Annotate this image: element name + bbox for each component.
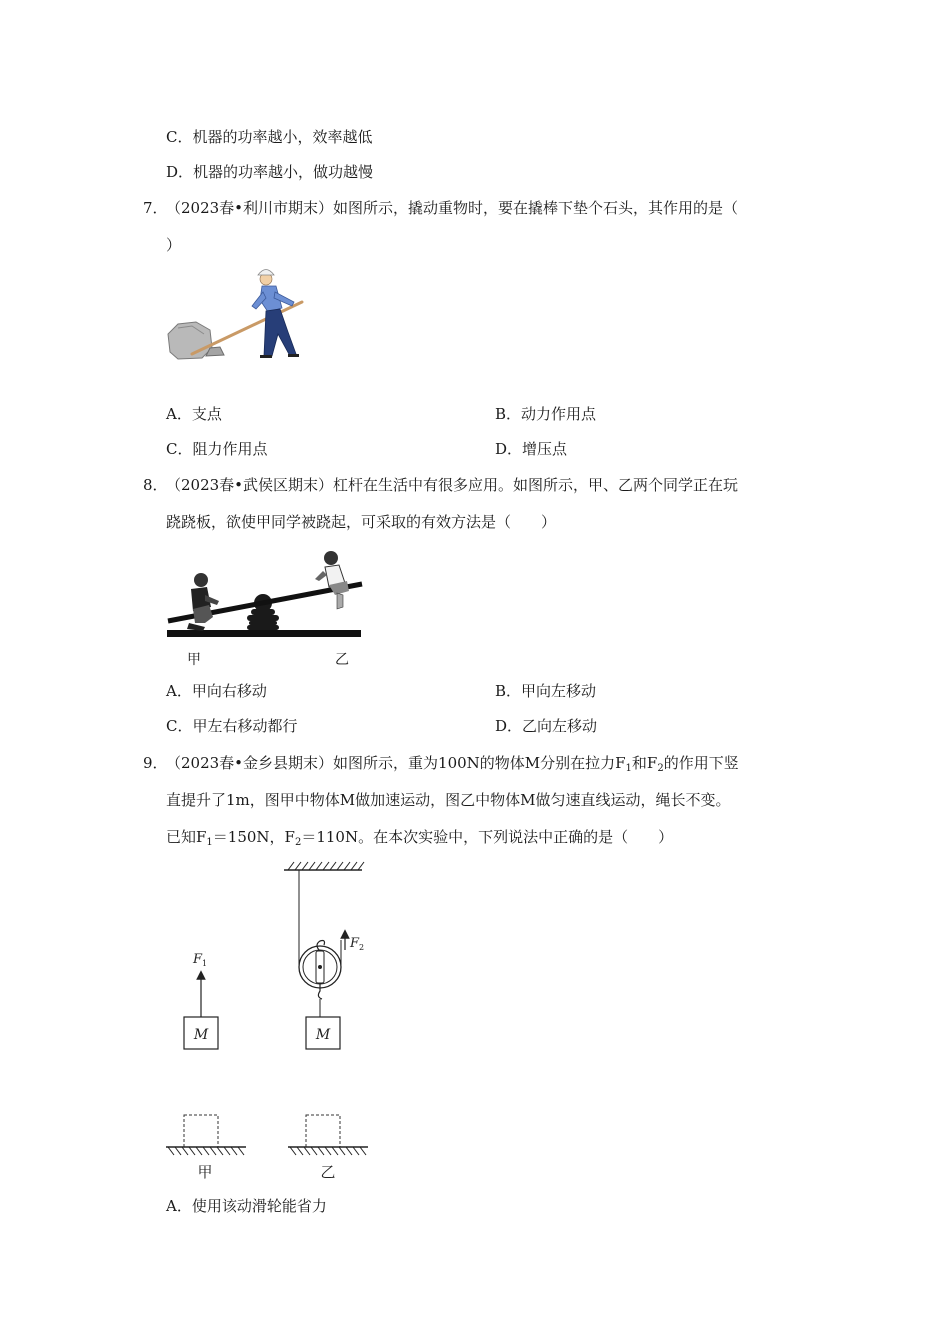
q8-seesaw-figure — [165, 543, 365, 673]
q6-option-c: C．机器的功率越小，效率越低 — [166, 128, 373, 146]
q8-option-b: B．甲向左移动 — [495, 682, 597, 700]
block-m-left-label: M — [193, 1027, 209, 1043]
q9-number: 9． — [143, 754, 168, 772]
seesaw-label-right: 乙 — [335, 652, 349, 668]
ceiling-hatch — [284, 862, 364, 870]
q8-stem-line1: （2023春•武侯区期末）杠杆在生活中有很多应用。如图所示，甲、乙两个同学正在玩 — [166, 476, 739, 494]
q9-stem-line2: 直提升了1m，图甲中物体M做加速运动，图乙中物体M做匀速直线运动，绳长不变。 — [166, 791, 731, 809]
q7-number: 7． — [143, 199, 168, 217]
movable-pulley — [299, 941, 341, 1000]
force2-label: $F_2$ — [350, 936, 365, 952]
q8-stem-line2: 跷跷板，欲使甲同学被跷起，可采取的有效方法是（ ） — [166, 513, 557, 531]
dashed-initial-left — [184, 1115, 218, 1147]
figure-label-right: 乙 — [320, 1163, 336, 1181]
q9-option-a: A．使用该动滑轮能省力 — [166, 1197, 327, 1215]
child-right — [315, 551, 349, 609]
dashed-initial-right — [306, 1115, 340, 1147]
q8-number: 8． — [143, 476, 168, 494]
worker — [252, 270, 299, 359]
ground-left — [166, 1147, 246, 1155]
q7-option-d: D．增压点 — [495, 440, 568, 458]
block-m-right-label: M — [315, 1027, 331, 1043]
q7-stem-line1: （2023春•利川市期末）如图所示，撬动重物时，要在撬棒下垫个石头，其作用的是（ — [166, 199, 739, 217]
q7-option-b: B．动力作用点 — [495, 405, 597, 423]
q6-option-d: D．机器的功率越小，做功越慢 — [166, 163, 374, 181]
force1-label: $F_1$ — [193, 952, 208, 968]
child-left — [187, 573, 219, 631]
q7-lever-figure — [162, 262, 312, 366]
q8-option-a: A．甲向右移动 — [166, 682, 267, 700]
q9-stem-line1: （2023春•金乡县期末）如图所示，重为100N的物体M分别在拉力$F_1$和$F_2$的作用下竖 — [166, 754, 739, 774]
ground-right — [288, 1147, 368, 1155]
q8-option-c: C．甲左右移动都行 — [166, 717, 298, 735]
q7-stem-line2: ） — [166, 236, 182, 254]
seesaw-label-left: 甲 — [187, 652, 201, 668]
q9-pulley-figure — [160, 855, 380, 1185]
figure-label-left: 甲 — [197, 1163, 213, 1181]
q7-option-c: C．阻力作用点 — [166, 440, 268, 458]
ground — [167, 630, 361, 637]
q8-option-d: D．乙向左移动 — [495, 717, 598, 735]
heavy-rock — [168, 322, 212, 359]
q9-stem-line3: 已知$F_1=150N$，$F_2=110N$。在本次实验中，下列说法中正确的是（ ） — [166, 828, 674, 848]
q7-option-a: A．支点 — [166, 405, 222, 423]
